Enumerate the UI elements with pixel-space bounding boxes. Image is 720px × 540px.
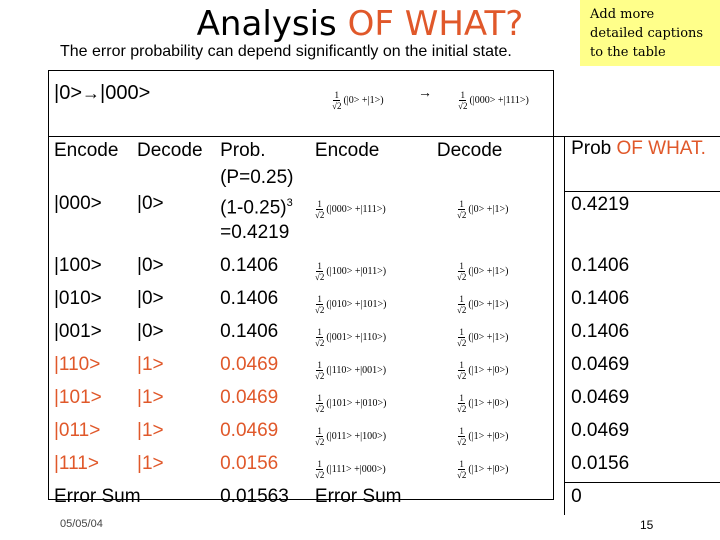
table-row [48, 384, 720, 417]
row-encode: |100> [54, 254, 102, 276]
row-decode-formula: $\frac{1}{√2}$ (|0> +|1>) [456, 293, 509, 315]
row-prob: $(1-0.25)^3$ =0.4219 [220, 197, 293, 244]
row-prob: 0.0469 [220, 419, 279, 441]
header-encode: Encode [48, 137, 131, 192]
row-result: 0.0469 [565, 351, 720, 384]
analysis-table [48, 136, 720, 515]
row-decode-formula: $\frac{1}{√2}$ (|0> +|1>) [456, 326, 509, 348]
row-encode: |111> [54, 452, 99, 474]
row-result: 0.1406 [565, 318, 720, 351]
row-encode-formula: $\frac{1}{√2}$ (|111> +|000>) [314, 458, 386, 480]
row-decode: |1> [137, 386, 164, 408]
row-encode-formula: $\frac{1}{√2}$ (|101> +|010>) [314, 392, 387, 414]
slide-subtitle: The error probability can depend significantly on the initial state. [60, 43, 512, 60]
row-encode: |000> [54, 193, 102, 214]
table-row [48, 252, 720, 285]
row-decode: |1> [137, 353, 164, 375]
header-decode-2: Decode [431, 137, 565, 192]
row-decode-formula: $\frac{1}{√2}$ (|1> +|0>) [456, 359, 509, 381]
row-result: 0.4219 [565, 191, 720, 252]
intro-formula-right: $\frac{1}{√2}$ (|000> +|111>) [458, 90, 529, 111]
caption-note: Add more detailed captions to the table [580, 0, 720, 66]
row-decode-formula: $\frac{1}{√2}$ (|1> +|0>) [456, 458, 509, 480]
row-encode-formula: $\frac{1}{√2}$ (|000> +|111>) [314, 199, 386, 220]
row-decode: |0> [137, 287, 164, 309]
error-sum-row [48, 483, 720, 516]
row-encode: |010> [54, 287, 102, 309]
row-result: 0.1406 [565, 252, 720, 285]
row-decode: |0> [137, 193, 164, 214]
table-row [48, 285, 720, 318]
header-prob-of-what: Prob OF WHAT. [565, 137, 720, 192]
table-row [48, 318, 720, 351]
footer-date: 05/05/04 [60, 518, 103, 530]
row-prob: 0.1406 [220, 254, 279, 276]
intro-mapping: |0>→|000> [54, 82, 151, 104]
row-prob: 0.1406 [220, 320, 279, 342]
table-header-row [48, 137, 720, 192]
row-decode-formula: $\frac{1}{√2}$ (|1> +|0>) [456, 425, 509, 447]
row-prob: 0.0469 [220, 386, 279, 408]
row-result: 0.1406 [565, 285, 720, 318]
row-encode-formula: $\frac{1}{√2}$ (|100> +|011>) [314, 260, 387, 282]
row-encode-formula: $\frac{1}{√2}$ (|110> +|001>) [314, 359, 387, 381]
row-decode-formula: $\frac{1}{√2}$ (|0> +|1>) [456, 260, 509, 282]
error-sum-label-2: Error Sum [314, 485, 402, 507]
arrow-icon: → [82, 83, 100, 103]
row-encode: |011> [54, 419, 101, 441]
row-decode: |1> [137, 452, 164, 474]
row-decode: |1> [137, 419, 164, 441]
slide-title: Analysis OF WHAT? [196, 4, 524, 44]
table-row [48, 450, 720, 483]
row-result: 0.0469 [565, 417, 720, 450]
row-encode: |110> [54, 353, 101, 375]
row-decode-formula: $\frac{1}{√2}$ (|1> +|0>) [456, 392, 509, 414]
header-prob: Prob. (P=0.25) [214, 137, 309, 192]
row-prob: 0.1406 [220, 287, 279, 309]
error-sum-label: Error Sum [54, 485, 141, 507]
arrow-icon: → [418, 86, 432, 101]
row-encode: |101> [54, 386, 102, 408]
row-decode: |0> [137, 320, 164, 342]
page-number: 15 [640, 518, 654, 532]
row-encode-formula: $\frac{1}{√2}$ (|010> +|101>) [314, 293, 387, 315]
header-decode: Decode [131, 137, 214, 192]
row-decode: |0> [137, 254, 164, 276]
intro-formula-left: $\frac{1}{√2}$ (|0> +|1>) [332, 90, 384, 111]
table-row [48, 351, 720, 384]
error-sum-result: 0 [565, 483, 720, 516]
row-encode-formula: $\frac{1}{√2}$ (|001> +|110>) [314, 326, 387, 348]
row-result: 0.0156 [565, 450, 720, 483]
table-row [48, 417, 720, 450]
row-result: 0.0469 [565, 384, 720, 417]
header-encode-2: Encode [309, 137, 431, 192]
row-prob: 0.0469 [220, 353, 279, 375]
row-encode: |001> [54, 320, 102, 342]
row-decode-formula: $\frac{1}{√2}$ (|0> +|1>) [456, 199, 509, 220]
row-prob: 0.0156 [220, 452, 279, 474]
error-sum-value: 0.01563 [220, 485, 289, 507]
table-row [48, 191, 720, 252]
row-encode-formula: $\frac{1}{√2}$ (|011> +|100>) [314, 425, 387, 447]
